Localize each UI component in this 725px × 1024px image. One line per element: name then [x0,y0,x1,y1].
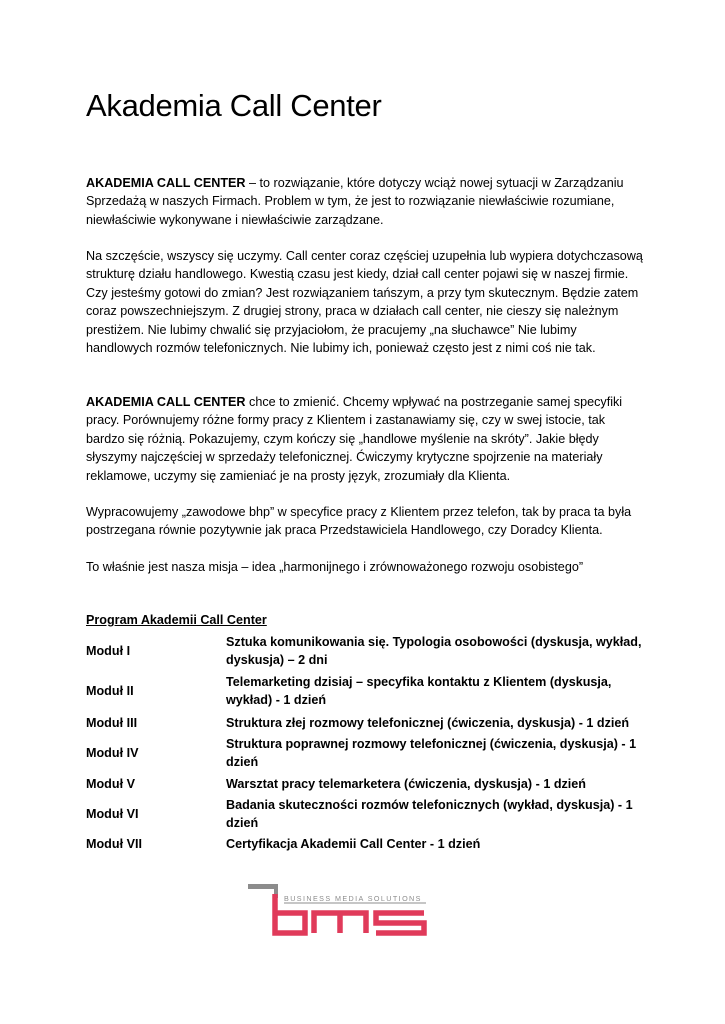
intro-text: – to rozwiązanie, które dotyczy wciąż nowej sytuacji w Zarządzaniu Sprzedażą w naszych Firmach. Problem w tym, że jest to rozwiązanie niewłaściwie rozumiane, niewłaściwie wykonywane i niewłaściwie zarządzane. [86,176,624,227]
bms-logo [248,884,428,938]
table-row [86,833,646,857]
module-desc: Sztuka komunikowania się. Typologia osobowości (dyskusja, wykład, dyskusja) – 2 dni [226,634,642,667]
module-name: Moduł I [86,643,131,658]
table-row [86,772,646,796]
module-desc: Struktura złej rozmowy telefonicznej (ćwiczenia, dyskusja) - 1 dzień [226,715,630,730]
logo-bar [248,884,278,889]
module-desc: Telemarketing dzisiaj – specyfika kontaktu z Klientem (dyskusja, wykład) - 1 dzień [226,674,612,707]
module-desc: Struktura poprawnej rozmowy telefonicznej (ćwiczenia, dyskusja) - 1 dzień [226,737,637,770]
module-name: Moduł V [86,776,135,791]
mission-text: chce to zmienić. Chcemy wpływać na postrzeganie samej specyfiki pracy. Porównujemy różne formy pracy z Klientem i zastanawiamy się, czy w swej istocie, tak bardzo się różnią. Pokazujemy, czym kończy się „handlowe myślenie na skróty”. Jakie błędy słyszymy najczęściej w sprzedaży telefonicznej. Ćwiczymy krytyczne spojrzenie na materiały reklamowe, uczymy się zamieniać je na prosty język, zrozumiały dla Klienta. [86,395,623,483]
module-name: Moduł VII [86,837,142,852]
mission-lead: AKADEMIA CALL CENTER [86,395,246,409]
table-row [86,711,646,735]
module-name: Moduł III [86,715,138,730]
mission-paragraph [86,393,646,485]
module-desc: Badania skuteczności rozmów telefonicznych (wykład, dyskusja) - 1 dzień [226,797,633,831]
module-desc: Certyfikacja Akademii Call Center - 1 dzień [226,837,481,852]
bhp-paragraph: Wypracowujemy „zawodowe bhp” w specyfice pracy z Klientem przez telefon, tak by praca ta była postrzegana równie pozytywnie jak praca Przedstawiciela Handlowego, czy Doradcy Klienta. [86,505,632,538]
table-row [86,796,646,833]
module-desc: Warsztat pracy telemarketera (ćwiczenia, dyskusja) - 1 dzień [226,776,587,791]
table-row [86,735,646,772]
table-row [86,671,646,711]
program-table [86,631,646,857]
vision-paragraph: To właśnie jest nasza misja – idea „harmonijnego i zrównoważonego rozwoju osobistego” [86,560,584,574]
module-name: Moduł II [86,683,134,698]
module-name: Moduł VI [86,807,139,822]
intro-paragraph [86,174,646,229]
context-paragraph: Na szczęście, wszyscy się uczymy. Call center coraz częściej uzupełnia lub wypiera dotychczasową strukturę działu handlowego. Kwestią czasu jest kiedy, dział call center pojawi się w naszej firmie. Czy jesteśmy gotowi do zmian? Jest rozwiązaniem tańszym, a przy tym skutecznym. Będzie zatem coraz powszechniejszym. Z drugiej strony, praca w działach call center, nie cieszy się należnym prestiżem. Nie lubimy chwalić się przyjaciołom, że pracujemy „na słuchawce” Nie lubimy handlowych rozmów telefonicznych. Nie lubimy ich, ponieważ często jest z nimi coś nie tak. [86,249,643,356]
intro-lead: AKADEMIA CALL CENTER [86,176,246,190]
program-heading: Program Akademii Call Center [86,613,267,627]
page-title: Akademia Call Center [86,88,382,123]
module-name: Moduł IV [86,746,139,761]
table-row [86,631,646,671]
logo-tagline: BUSINESS MEDIA SOLUTIONS [284,894,422,903]
